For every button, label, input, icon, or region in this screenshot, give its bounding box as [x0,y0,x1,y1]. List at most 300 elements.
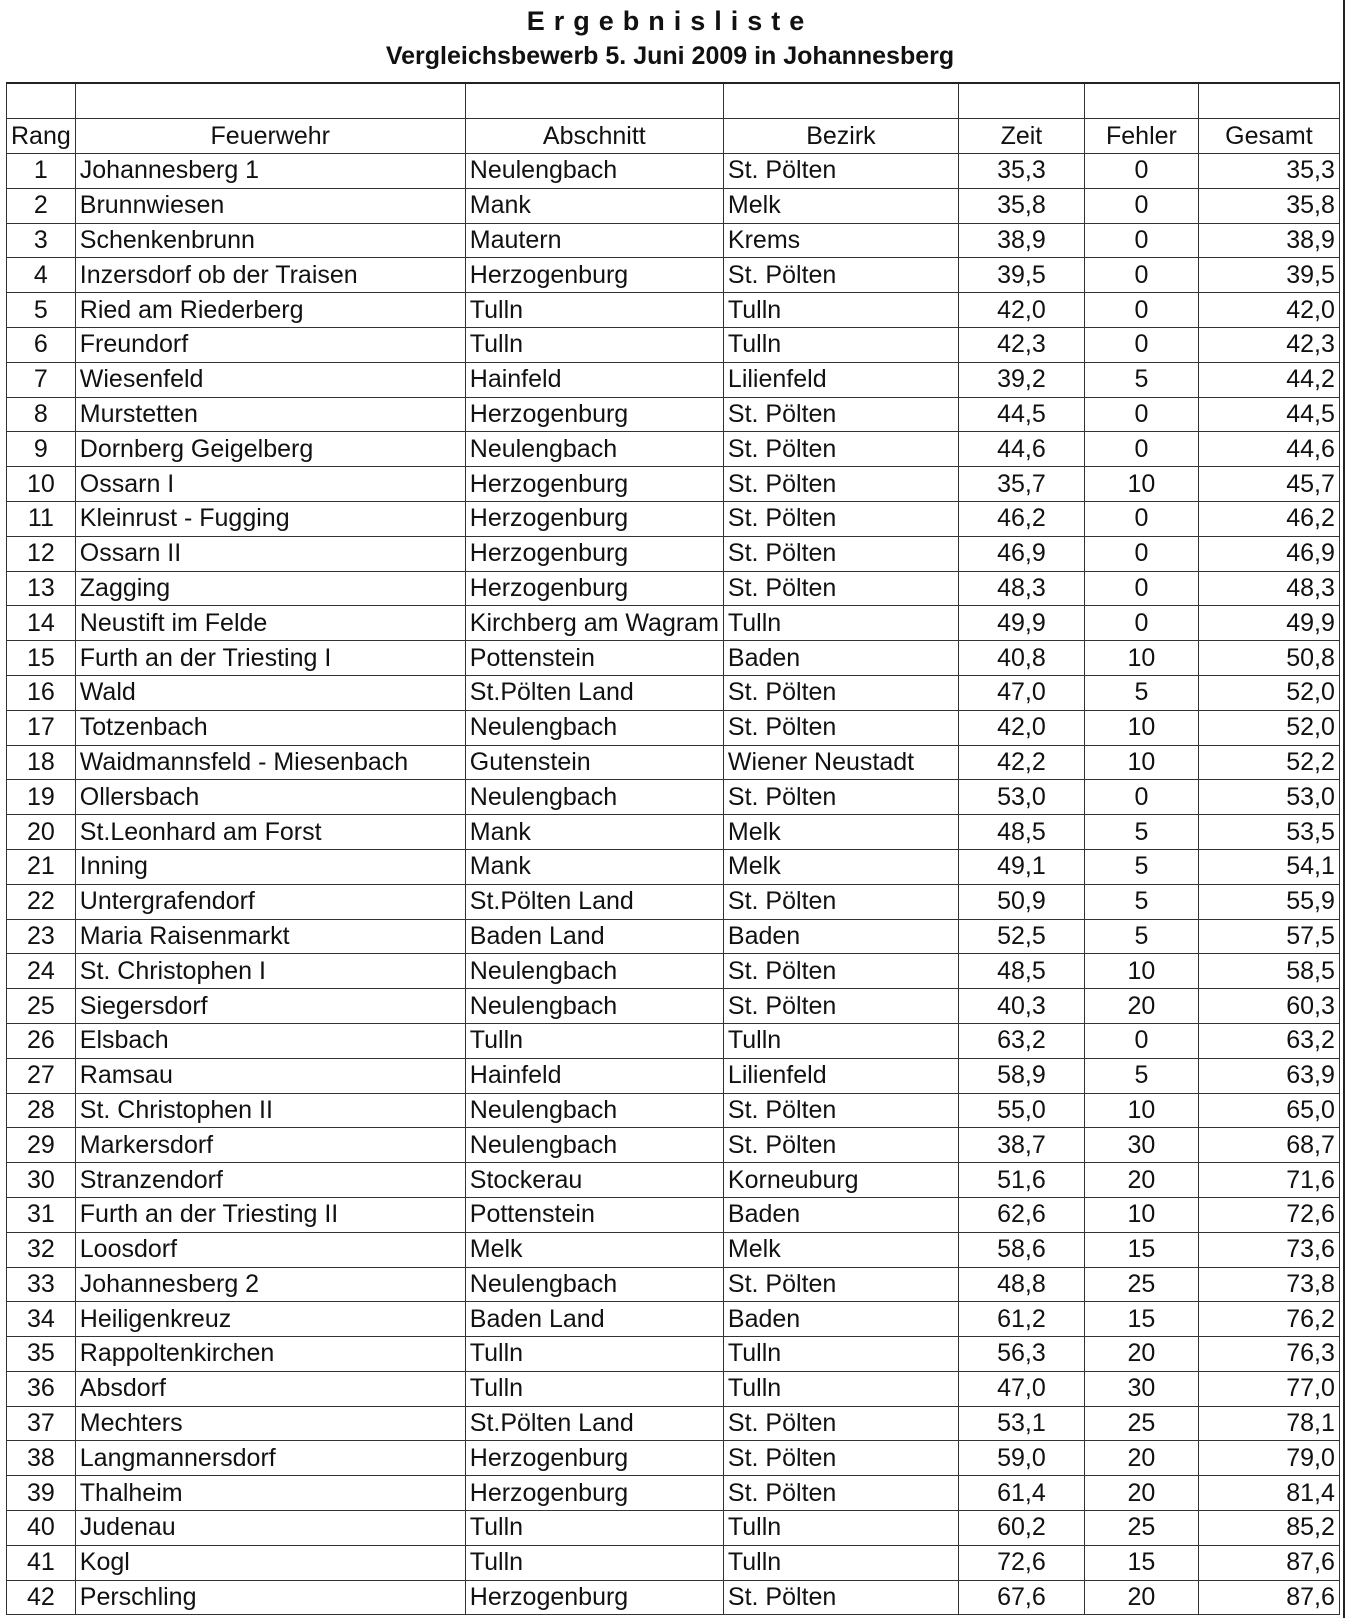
abschnitt-cell: Neulengbach [465,780,723,815]
gesamt-cell: 35,8 [1198,188,1339,223]
abschnitt-cell: Herzogenburg [465,571,723,606]
feuerwehr-cell: Rappoltenkirchen [75,1337,465,1372]
bezirk-cell: Wiener Neustadt [723,745,958,780]
rank-cell: 18 [7,745,76,780]
abschnitt-cell: Tulln [465,327,723,362]
rank-cell: 5 [7,293,76,328]
rank-cell: 15 [7,641,76,676]
zeit-cell: 59,0 [958,1441,1084,1476]
fehler-cell: 10 [1084,467,1198,502]
table-row [7,432,1340,467]
rank-cell: 37 [7,1406,76,1441]
abschnitt-cell: Neulengbach [465,710,723,745]
gesamt-cell: 44,6 [1198,432,1339,467]
gesamt-cell: 50,8 [1198,641,1339,676]
table-row [7,884,1340,919]
zeit-cell: 42,2 [958,745,1084,780]
feuerwehr-cell: Murstetten [75,397,465,432]
feuerwehr-cell: Loosdorf [75,1232,465,1267]
gesamt-cell: 53,5 [1198,815,1339,850]
fehler-cell: 5 [1084,815,1198,850]
feuerwehr-cell: Ossarn II [75,536,465,571]
bezirk-cell: St. Pölten [723,1128,958,1163]
table-spacer-row [7,83,1340,119]
table-row [7,258,1340,293]
rank-cell: 24 [7,954,76,989]
bezirk-cell: Tulln [723,1511,958,1546]
gesamt-cell: 79,0 [1198,1441,1339,1476]
gesamt-cell: 57,5 [1198,919,1339,954]
abschnitt-cell: Tulln [465,1545,723,1580]
fehler-cell: 30 [1084,1128,1198,1163]
fehler-cell: 0 [1084,432,1198,467]
page-edge-line [1343,0,1345,1618]
fehler-cell: 15 [1084,1302,1198,1337]
table-row [7,501,1340,536]
rank-cell: 10 [7,467,76,502]
gesamt-cell: 35,3 [1198,154,1339,189]
abschnitt-cell: Neulengbach [465,1128,723,1163]
feuerwehr-cell: Inning [75,849,465,884]
rank-cell: 30 [7,1163,76,1198]
bezirk-cell: Melk [723,815,958,850]
rank-cell: 39 [7,1476,76,1511]
gesamt-cell: 85,2 [1198,1511,1339,1546]
fehler-cell: 5 [1084,675,1198,710]
table-row [7,815,1340,850]
gesamt-cell: 44,2 [1198,362,1339,397]
rank-cell: 2 [7,188,76,223]
fehler-cell: 10 [1084,641,1198,676]
fehler-cell: 0 [1084,780,1198,815]
fehler-cell: 25 [1084,1511,1198,1546]
zeit-cell: 52,5 [958,919,1084,954]
fehler-cell: 0 [1084,606,1198,641]
header-feuerwehr: Feuerwehr [75,119,465,154]
bezirk-cell: Tulln [723,1545,958,1580]
abschnitt-cell: Neulengbach [465,989,723,1024]
spacer-cell [465,83,723,119]
fehler-cell: 0 [1084,1023,1198,1058]
feuerwehr-cell: St.Leonhard am Forst [75,815,465,850]
feuerwehr-cell: Maria Raisenmarkt [75,919,465,954]
zeit-cell: 72,6 [958,1545,1084,1580]
fehler-cell: 20 [1084,1476,1198,1511]
zeit-cell: 48,5 [958,815,1084,850]
abschnitt-cell: Pottenstein [465,1197,723,1232]
gesamt-cell: 77,0 [1198,1371,1339,1406]
fehler-cell: 15 [1084,1232,1198,1267]
zeit-cell: 61,4 [958,1476,1084,1511]
bezirk-cell: St. Pölten [723,989,958,1024]
fehler-cell: 30 [1084,1371,1198,1406]
fehler-cell: 0 [1084,327,1198,362]
zeit-cell: 35,7 [958,467,1084,502]
fehler-cell: 5 [1084,362,1198,397]
abschnitt-cell: Mank [465,849,723,884]
bezirk-cell: Korneuburg [723,1163,958,1198]
fehler-cell: 0 [1084,258,1198,293]
bezirk-cell: Baden [723,1302,958,1337]
rank-cell: 16 [7,675,76,710]
fehler-cell: 0 [1084,571,1198,606]
bezirk-cell: Baden [723,1197,958,1232]
bezirk-cell: Melk [723,188,958,223]
bezirk-cell: Tulln [723,1023,958,1058]
abschnitt-cell: Herzogenburg [465,1441,723,1476]
gesamt-cell: 53,0 [1198,780,1339,815]
fehler-cell: 0 [1084,188,1198,223]
gesamt-cell: 76,2 [1198,1302,1339,1337]
bezirk-cell: Lilienfeld [723,1058,958,1093]
gesamt-cell: 63,2 [1198,1023,1339,1058]
abschnitt-cell: Stockerau [465,1163,723,1198]
bezirk-cell: St. Pölten [723,1406,958,1441]
table-row [7,641,1340,676]
table-row [7,1337,1340,1372]
table-row [7,1476,1340,1511]
bezirk-cell: St. Pölten [723,571,958,606]
gesamt-cell: 42,3 [1198,327,1339,362]
rank-cell: 34 [7,1302,76,1337]
table-row [7,1197,1340,1232]
page-title: Ergebnisliste [526,6,814,36]
zeit-cell: 38,7 [958,1128,1084,1163]
zeit-cell: 40,8 [958,641,1084,676]
gesamt-cell: 42,0 [1198,293,1339,328]
zeit-cell: 42,3 [958,327,1084,362]
gesamt-cell: 68,7 [1198,1128,1339,1163]
fehler-cell: 15 [1084,1545,1198,1580]
fehler-cell: 20 [1084,1441,1198,1476]
results-table-body [7,83,1340,1615]
table-row [7,1058,1340,1093]
zeit-cell: 67,6 [958,1580,1084,1615]
table-row [7,188,1340,223]
table-row [7,919,1340,954]
rank-cell: 27 [7,1058,76,1093]
gesamt-cell: 76,3 [1198,1337,1339,1372]
bezirk-cell: Tulln [723,293,958,328]
zeit-cell: 55,0 [958,1093,1084,1128]
spacer-cell [1198,83,1339,119]
fehler-cell: 0 [1084,397,1198,432]
table-row [7,1302,1340,1337]
bezirk-cell: Krems [723,223,958,258]
gesamt-cell: 63,9 [1198,1058,1339,1093]
abschnitt-cell: Tulln [465,1337,723,1372]
zeit-cell: 42,0 [958,710,1084,745]
zeit-cell: 56,3 [958,1337,1084,1372]
abschnitt-cell: Tulln [465,1511,723,1546]
gesamt-cell: 52,0 [1198,710,1339,745]
fehler-cell: 10 [1084,954,1198,989]
table-row [7,849,1340,884]
abschnitt-cell: Mank [465,815,723,850]
gesamt-cell: 38,9 [1198,223,1339,258]
bezirk-cell: St. Pölten [723,467,958,502]
gesamt-cell: 72,6 [1198,1197,1339,1232]
gesamt-cell: 73,8 [1198,1267,1339,1302]
rank-cell: 13 [7,571,76,606]
gesamt-cell: 87,6 [1198,1545,1339,1580]
zeit-cell: 49,1 [958,849,1084,884]
rank-cell: 25 [7,989,76,1024]
gesamt-cell: 39,5 [1198,258,1339,293]
gesamt-cell: 52,2 [1198,745,1339,780]
fehler-cell: 25 [1084,1406,1198,1441]
rank-cell: 8 [7,397,76,432]
gesamt-cell: 54,1 [1198,849,1339,884]
gesamt-cell: 46,9 [1198,536,1339,571]
abschnitt-cell: Neulengbach [465,1267,723,1302]
bezirk-cell: St. Pölten [723,1093,958,1128]
fehler-cell: 5 [1084,884,1198,919]
header-rang: Rang [7,119,76,154]
feuerwehr-cell: Zagging [75,571,465,606]
bezirk-cell: St. Pölten [723,884,958,919]
rank-cell: 23 [7,919,76,954]
bezirk-cell: St. Pölten [723,780,958,815]
spacer-cell [7,83,76,119]
rank-cell: 6 [7,327,76,362]
fehler-cell: 10 [1084,1093,1198,1128]
table-row [7,1128,1340,1163]
feuerwehr-cell: Freundorf [75,327,465,362]
spacer-cell [723,83,958,119]
gesamt-cell: 55,9 [1198,884,1339,919]
gesamt-cell: 48,3 [1198,571,1339,606]
zeit-cell: 47,0 [958,675,1084,710]
feuerwehr-cell: Ramsau [75,1058,465,1093]
fehler-cell: 25 [1084,1267,1198,1302]
bezirk-cell: St. Pölten [723,710,958,745]
table-row [7,293,1340,328]
fehler-cell: 10 [1084,1197,1198,1232]
feuerwehr-cell: St. Christophen II [75,1093,465,1128]
rank-cell: 17 [7,710,76,745]
table-header-row [7,119,1340,154]
rank-cell: 40 [7,1511,76,1546]
feuerwehr-cell: Schenkenbrunn [75,223,465,258]
zeit-cell: 44,6 [958,432,1084,467]
page-subtitle: Vergleichsbewerb 5. Juni 2009 in Johannesberg [385,42,955,70]
header-fehler: Fehler [1084,119,1198,154]
zeit-cell: 53,1 [958,1406,1084,1441]
abschnitt-cell: Hainfeld [465,362,723,397]
abschnitt-cell: Mautern [465,223,723,258]
bezirk-cell: St. Pölten [723,1476,958,1511]
feuerwehr-cell: Untergrafendorf [75,884,465,919]
feuerwehr-cell: Absdorf [75,1371,465,1406]
bezirk-cell: Tulln [723,606,958,641]
fehler-cell: 20 [1084,1163,1198,1198]
abschnitt-cell: Herzogenburg [465,536,723,571]
bezirk-cell: St. Pölten [723,1267,958,1302]
abschnitt-cell: Herzogenburg [465,258,723,293]
table-row [7,154,1340,189]
feuerwehr-cell: Kleinrust - Fugging [75,501,465,536]
table-row [7,362,1340,397]
zeit-cell: 58,6 [958,1232,1084,1267]
zeit-cell: 49,9 [958,606,1084,641]
abschnitt-cell: Neulengbach [465,954,723,989]
abschnitt-cell: Baden Land [465,919,723,954]
bezirk-cell: St. Pölten [723,675,958,710]
fehler-cell: 0 [1084,536,1198,571]
rank-cell: 11 [7,501,76,536]
feuerwehr-cell: Wald [75,675,465,710]
gesamt-cell: 44,5 [1198,397,1339,432]
feuerwehr-cell: Kogl [75,1545,465,1580]
table-row [7,1545,1340,1580]
feuerwehr-cell: St. Christophen I [75,954,465,989]
bezirk-cell: St. Pölten [723,1580,958,1615]
abschnitt-cell: Herzogenburg [465,397,723,432]
rank-cell: 9 [7,432,76,467]
table-row [7,1511,1340,1546]
header-abschnitt: Abschnitt [465,119,723,154]
gesamt-cell: 58,5 [1198,954,1339,989]
rank-cell: 21 [7,849,76,884]
bezirk-cell: St. Pölten [723,397,958,432]
feuerwehr-cell: Judenau [75,1511,465,1546]
rank-cell: 41 [7,1545,76,1580]
zeit-cell: 58,9 [958,1058,1084,1093]
table-row [7,710,1340,745]
table-row [7,1232,1340,1267]
feuerwehr-cell: Siegersdorf [75,989,465,1024]
zeit-cell: 44,5 [958,397,1084,432]
fehler-cell: 5 [1084,919,1198,954]
table-row [7,1267,1340,1302]
gesamt-cell: 46,2 [1198,501,1339,536]
abschnitt-cell: Pottenstein [465,641,723,676]
feuerwehr-cell: Wiesenfeld [75,362,465,397]
rank-cell: 14 [7,606,76,641]
fehler-cell: 0 [1084,154,1198,189]
feuerwehr-cell: Ollersbach [75,780,465,815]
fehler-cell: 20 [1084,1337,1198,1372]
feuerwehr-cell: Johannesberg 2 [75,1267,465,1302]
rank-cell: 22 [7,884,76,919]
feuerwehr-cell: Waidmannsfeld - Miesenbach [75,745,465,780]
feuerwehr-cell: Dornberg Geigelberg [75,432,465,467]
gesamt-cell: 71,6 [1198,1163,1339,1198]
table-row [7,1406,1340,1441]
zeit-cell: 61,2 [958,1302,1084,1337]
bezirk-cell: St. Pölten [723,501,958,536]
feuerwehr-cell: Stranzendorf [75,1163,465,1198]
zeit-cell: 60,2 [958,1511,1084,1546]
abschnitt-cell: St.Pölten Land [465,1406,723,1441]
abschnitt-cell: Kirchberg am Wagram [465,606,723,641]
fehler-cell: 20 [1084,1580,1198,1615]
feuerwehr-cell: Heiligenkreuz [75,1302,465,1337]
rank-cell: 33 [7,1267,76,1302]
gesamt-cell: 45,7 [1198,467,1339,502]
table-row [7,571,1340,606]
abschnitt-cell: Neulengbach [465,1093,723,1128]
rank-cell: 1 [7,154,76,189]
rank-cell: 4 [7,258,76,293]
bezirk-cell: Lilienfeld [723,362,958,397]
zeit-cell: 42,0 [958,293,1084,328]
rank-cell: 29 [7,1128,76,1163]
table-row [7,780,1340,815]
abschnitt-cell: Neulengbach [465,432,723,467]
table-row [7,467,1340,502]
zeit-cell: 46,9 [958,536,1084,571]
feuerwehr-cell: Ried am Riederberg [75,293,465,328]
abschnitt-cell: Tulln [465,293,723,328]
rank-cell: 26 [7,1023,76,1058]
abschnitt-cell: Gutenstein [465,745,723,780]
bezirk-cell: Melk [723,849,958,884]
rank-cell: 28 [7,1093,76,1128]
gesamt-cell: 65,0 [1198,1093,1339,1128]
spacer-cell [1084,83,1198,119]
fehler-cell: 10 [1084,745,1198,780]
feuerwehr-cell: Furth an der Triesting I [75,641,465,676]
zeit-cell: 39,2 [958,362,1084,397]
fehler-cell: 5 [1084,1058,1198,1093]
table-row [7,1580,1340,1615]
rank-cell: 7 [7,362,76,397]
gesamt-cell: 52,0 [1198,675,1339,710]
abschnitt-cell: Tulln [465,1023,723,1058]
feuerwehr-cell: Langmannersdorf [75,1441,465,1476]
table-row [7,1023,1340,1058]
gesamt-cell: 73,6 [1198,1232,1339,1267]
feuerwehr-cell: Mechters [75,1406,465,1441]
bezirk-cell: St. Pölten [723,536,958,571]
bezirk-cell: Baden [723,919,958,954]
bezirk-cell: Tulln [723,1371,958,1406]
zeit-cell: 53,0 [958,780,1084,815]
feuerwehr-cell: Ossarn I [75,467,465,502]
bezirk-cell: Melk [723,1232,958,1267]
feuerwehr-cell: Perschling [75,1580,465,1615]
rank-cell: 38 [7,1441,76,1476]
zeit-cell: 38,9 [958,223,1084,258]
zeit-cell: 48,3 [958,571,1084,606]
rank-cell: 19 [7,780,76,815]
gesamt-cell: 78,1 [1198,1406,1339,1441]
abschnitt-cell: St.Pölten Land [465,675,723,710]
table-row [7,1441,1340,1476]
feuerwehr-cell: Markersdorf [75,1128,465,1163]
table-row [7,1093,1340,1128]
fehler-cell: 0 [1084,223,1198,258]
bezirk-cell: St. Pölten [723,154,958,189]
feuerwehr-cell: Inzersdorf ob der Traisen [75,258,465,293]
feuerwehr-cell: Thalheim [75,1476,465,1511]
abschnitt-cell: Baden Land [465,1302,723,1337]
feuerwehr-cell: Brunnwiesen [75,188,465,223]
table-row [7,989,1340,1024]
bezirk-cell: St. Pölten [723,432,958,467]
rank-cell: 36 [7,1371,76,1406]
abschnitt-cell: Neulengbach [465,154,723,189]
header-gesamt: Gesamt [1198,119,1339,154]
gesamt-cell: 81,4 [1198,1476,1339,1511]
abschnitt-cell: Mank [465,188,723,223]
rank-cell: 35 [7,1337,76,1372]
abschnitt-cell: Herzogenburg [465,1476,723,1511]
fehler-cell: 0 [1084,293,1198,328]
table-row [7,745,1340,780]
